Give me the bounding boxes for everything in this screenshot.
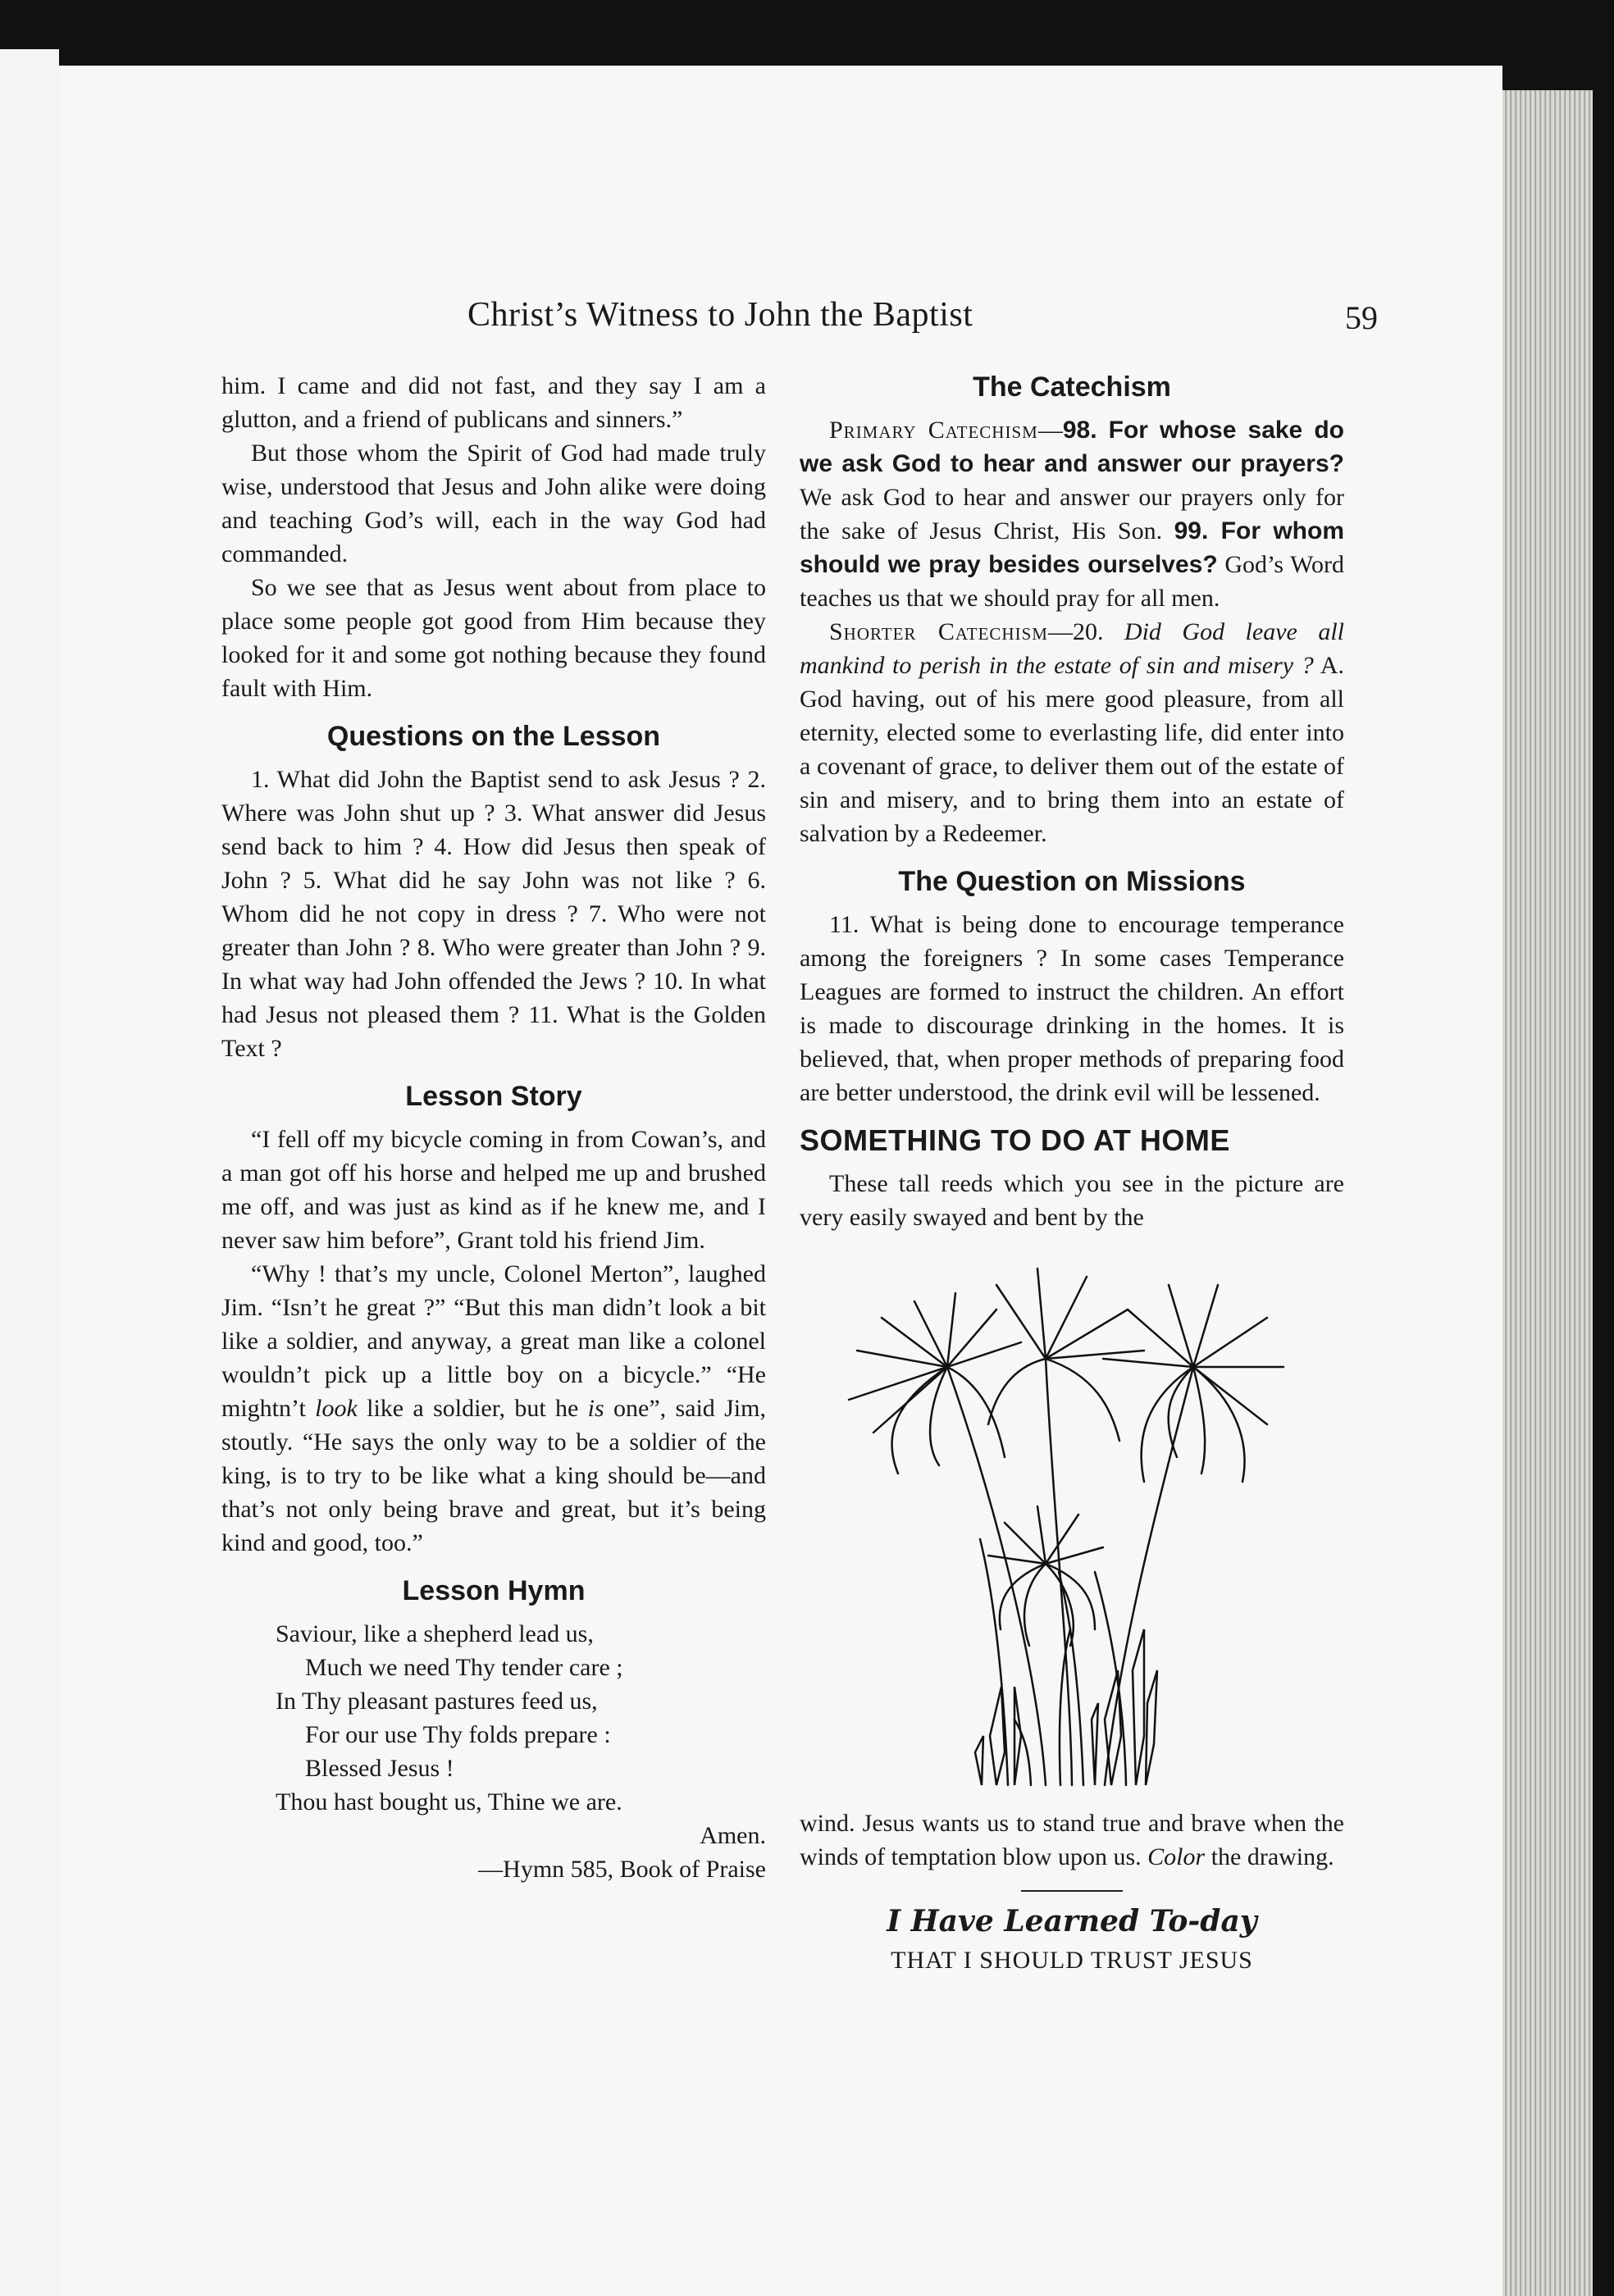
reeds-illustration xyxy=(800,1244,1344,1798)
story-paragraph xyxy=(221,1257,766,1560)
reed-stems xyxy=(947,1359,1193,1785)
story-text: “Why ! that’s my uncle, Colonel Merton”, laughed Jim. “Isn’t he great ?” “But this man didn’t look a bit like a soldier, and anyway, a great man like a colonel wouldn’t pick up a little boy on a bicycle.” “He mightn’t xyxy=(221,1260,766,1422)
page-stack-edge xyxy=(1502,90,1593,2296)
catechism-answer: God’s Word teaches us that we should pray for all men. xyxy=(800,551,1344,612)
story-paragraph: “I fell off my bicycle coming in from Cowan’s, and a man got off his horse and helped me up and brushed me off, and was just as kind as if he knew me, and I never saw him before”, Grant told his friend Jim. xyxy=(221,1126,766,1254)
home-activity-heading: SOMETHING TO DO AT HOME xyxy=(800,1123,1230,1157)
shorter-catechism-label: Shorter Catechism xyxy=(829,618,1048,645)
learned-heading: I Have Learned To-day xyxy=(887,1904,1257,1938)
divider-rule xyxy=(1021,1890,1123,1892)
story-emphasis: is xyxy=(587,1395,604,1422)
story-text: one”, said Jim, stoutly. “He says the only way to be a soldier of the king, is to try to be like what a king should be—and that’s not only being brave and great, but it’s being kind and good, too.” xyxy=(221,1395,766,1556)
home-text: wind. Jesus wants us to stand true and brave when the winds of temptation blow upon us. xyxy=(800,1810,1344,1870)
questions-text: 1. What did John the Baptist send to ask Jesus ? 2. Where was John shut up ? 3. What answer did Jesus send back to him ? 4. How did Jesus then speak of John ? 5. What did he say John was not like ? 6. Whom did he not copy in dress ? 7. Who were not greater than John ? 8. Who were greater than John ? 9. In what way had John offended the Jews ? 10. In what had Jesus not pleased them ? 11. What is the Golden Text ? xyxy=(221,766,766,1062)
paragraph: So we see that as Jesus went about from place to place some people got good from Him because they looked for it and some got nothing because they found fault with Him. xyxy=(221,574,766,702)
facing-page-edge xyxy=(0,49,59,2296)
hymn-line: For our use Thy folds prepare : xyxy=(305,1721,611,1748)
story-heading: Lesson Story xyxy=(405,1081,582,1112)
paragraph: But those whom the Spirit of God had made truly wise, understood that Jesus and John alike were doing and teaching God’s will, each in the way God had commanded. xyxy=(221,440,766,567)
home-activity-intro: These tall reeds which you see in the picture are very easily swayed and bent by the xyxy=(800,1170,1344,1231)
right-column xyxy=(800,369,1344,1977)
page-header xyxy=(467,295,1378,344)
shorter-number: —20. xyxy=(1047,618,1124,645)
primary-catechism-label: Primary Catechism xyxy=(829,417,1038,444)
catechism-question: 98. For whose sake do we ask God to hear and answer our prayers? xyxy=(800,417,1344,477)
story-emphasis: look xyxy=(315,1395,358,1422)
hymn-heading: Lesson Hymn xyxy=(402,1575,586,1606)
missions-text: 11. What is being done to encourage temperance among the foreigners ? In some cases Temperance Leagues are formed to instruct the children. An effort is made to discourage drinking in the homes. It is believed, that, when proper methods of preparing food are better understood, the drink evil will be lessened. xyxy=(800,911,1344,1106)
reed-heads xyxy=(849,1269,1283,1646)
catechism-answer: We ask God to hear and answer our prayers only for the sake of Jesus Christ, His Son. xyxy=(800,484,1344,544)
page-number: 59 xyxy=(1345,299,1378,336)
hymn-line: Much we need Thy tender care ; xyxy=(305,1654,623,1681)
hymn-amen: Amen. xyxy=(700,1822,766,1849)
missions-heading: The Question on Missions xyxy=(898,866,1246,897)
shorter-catechism xyxy=(800,615,1344,850)
primary-catechism xyxy=(800,413,1344,615)
hymn-source: —Hymn 585, Book of Praise xyxy=(478,1856,766,1883)
catechism-heading: The Catechism xyxy=(973,371,1171,403)
hymn-line: Saviour, like a shepherd lead us, xyxy=(276,1620,594,1647)
home-activity-text xyxy=(800,1806,1344,1874)
catechism-question: 99. For whom should we pray besides ourselves? xyxy=(800,517,1344,578)
hymn xyxy=(221,1617,766,1886)
running-title: Christ’s Witness to John the Baptist xyxy=(467,296,973,334)
hymn-line: Thou hast bought us, Thine we are. xyxy=(276,1788,622,1815)
hymn-line: Blessed Jesus ! xyxy=(305,1755,454,1782)
catechism-answer: A. God having, out of his mere good pleasure, from all eternity, elected some to everlasting life, did enter into a covenant of grace, to deliver them out of the estate of sin and misery, and to bring them into an estate of salvation by a Redeemer. xyxy=(800,652,1345,847)
left-column xyxy=(221,369,766,1886)
dash: — xyxy=(1037,417,1063,444)
learned-text: THAT I SHOULD TRUST JESUS xyxy=(891,1947,1253,1974)
questions-heading: Questions on the Lesson xyxy=(326,721,661,752)
hymn-line: In Thy pleasant pastures feed us, xyxy=(276,1688,598,1715)
paragraph: him. I came and did not fast, and they say I am a glutton, and a friend of publicans and sinners.” xyxy=(221,372,766,433)
catechism-question: Did God leave all mankind to perish in the estate of sin and misery ? xyxy=(800,618,1344,679)
home-emphasis: Color xyxy=(1147,1843,1206,1870)
story-text: like a soldier, but he xyxy=(357,1395,588,1422)
home-text: the drawing. xyxy=(1205,1843,1334,1870)
